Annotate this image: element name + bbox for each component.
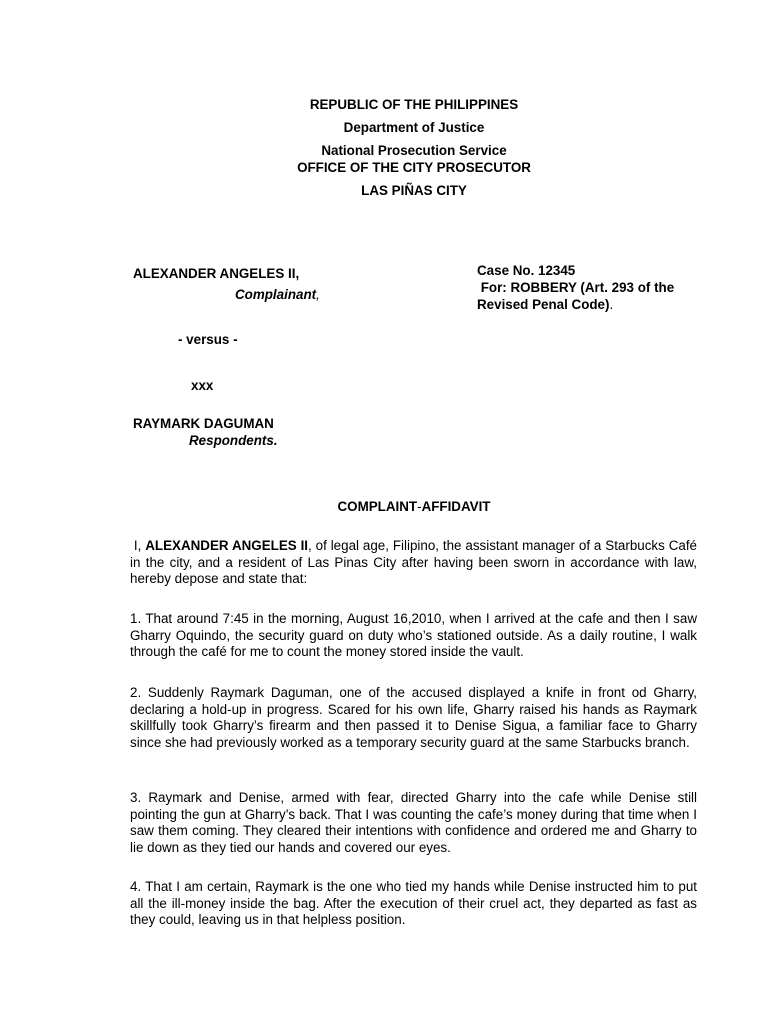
header-nps: National Prosecution Service (321, 143, 507, 158)
header-department: Department of Justice (343, 120, 485, 135)
document-title (0, 499, 768, 514)
complainant-role-suffix: , (316, 287, 320, 302)
intro-text: , of legal age, Filipino, the assistant manager of a Starbucks Café in the city, and a resident of Las Pinas City after having been sworn in accordance with law, hereby depose and state that: (130, 538, 697, 587)
header-republic: REPUBLIC OF THE PHILIPPINES (309, 97, 519, 112)
intro-paragraph (130, 538, 697, 588)
intro-name: ALEXANDER ANGELES II (145, 538, 309, 553)
complainant-role-line (235, 287, 320, 302)
case-for-line2-wrap (477, 297, 613, 312)
intro-prefix: I, (130, 538, 146, 553)
respondent-name: RAYMARK DAGUMAN (133, 416, 274, 431)
case-number: Case No. 12345 (477, 263, 576, 278)
document-title-part1: COMPLAINT (337, 499, 418, 514)
paragraph-4: 4. That I am certain, Raymark is the one who tied my hands while Denise instructed him to put all the ill-money inside the bag. After the execution of their cruel act, they departed as fast as they could, leaving us in that helpless position. (130, 879, 697, 928)
paragraph-3: 3. Raymark and Denise, armed with fear, directed Gharry into the cafe while Denise still pointing the gun at Gharry’s back. That I was counting the cafe’s money during that time when I saw them coming. They cleared their intentions with confidence and ordered me and Gharry to lie down as they tied our hands and covered our eyes. (130, 790, 697, 855)
document-title-dash: - (417, 499, 422, 514)
case-for-line2: Revised Penal Code) (477, 297, 610, 312)
header-office: OFFICE OF THE CITY PROSECUTOR (297, 160, 531, 175)
complainant-role: Complainant (235, 287, 317, 302)
versus-label: - versus - (178, 332, 238, 347)
complainant-name: ALEXANDER ANGELES II, (133, 266, 300, 281)
paragraph-1: 1. That around 7:45 in the morning, August 16,2010, when I arrived at the cafe and then I saw Gharry Oquindo, the security guard on duty who’s stationed outside. As a daily routine, I walk through the café for me to count the money stored inside the vault. (130, 611, 697, 660)
respondent-role: Respondents. (189, 433, 278, 448)
document-title-part2: AFFIDAVIT (421, 499, 491, 514)
paragraph-2: 2. Suddenly Raymark Daguman, one of the accused displayed a knife in front od Gharry, declaring a hold-up in progress. Scared for his own life, Gharry raised his hands as Raymark skillfully took Gharry’s firearm and then passed it to Denise Sigua, a familiar face to Gharry since she had previously worked as a temporary security guard at the same Starbucks branch. (130, 685, 697, 750)
header-city: LAS PIÑAS CITY (361, 183, 467, 198)
case-for-line2-suffix: . (609, 297, 614, 312)
xxx-label: xxx (191, 378, 214, 393)
case-for-line1: For: ROBBERY (Art. 293 of the (477, 280, 675, 295)
